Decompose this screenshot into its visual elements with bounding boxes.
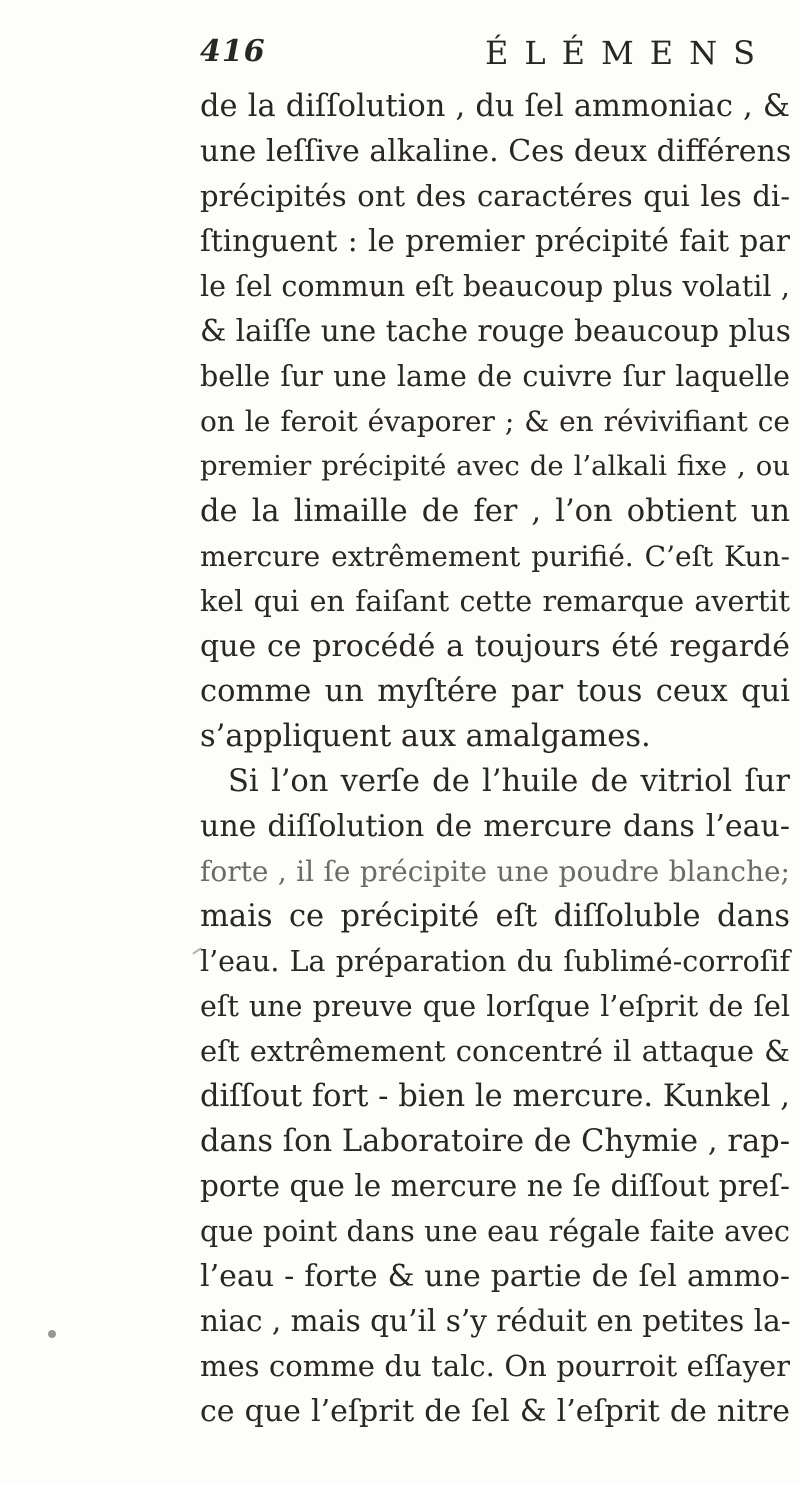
text-line: eſt une preuve que lorſque l’eſprit de ſel <box>200 990 790 1023</box>
text-line: premier précipité avec de l’alkali fixe , ou <box>200 450 790 482</box>
text-line: porte que le mercure ne ſe diſſout preſ- <box>200 1169 790 1203</box>
text-line: que point dans une eau régale faite avec <box>200 1215 790 1248</box>
text-line: s’appliquent aux amalgames. <box>200 719 651 754</box>
body-text <box>200 84 790 1434</box>
page-number: 416 <box>200 34 266 69</box>
text-line: mes comme du talc. On pourroit eſſayer <box>200 1349 790 1383</box>
text-line: une diſſolution de mercure dans l’eau- <box>200 809 790 844</box>
text-line: mais ce précipité eſt diſſoluble dans <box>200 899 790 934</box>
text-line: & laiſſe une tache rouge beaucoup plus <box>200 314 791 348</box>
text-line: diſſout fort - bien le mercure. Kunkel , <box>200 1079 790 1114</box>
text-line: eſt extrêmement concentré il attaque & <box>200 1034 790 1068</box>
text-line: de la limaille de fer , l’on obtient un <box>200 494 790 529</box>
text-line: dans ſon Laboratoire de Chymie , rap- <box>200 1124 790 1159</box>
running-head <box>200 34 790 84</box>
text-line: on le feroit évaporer ; & en révivifiant ce <box>200 405 790 438</box>
text-line: de la diſſolution , du ſel ammoniac , & <box>200 89 790 124</box>
text-line: forte , il ſe précipite une poudre blanche; <box>200 855 790 888</box>
text-line: niac , mais qu’il s’y réduit en petites la- <box>200 1304 791 1338</box>
text-line: belle ſur une lame de cuivre ſur laquelle <box>200 360 790 393</box>
text-line: Si l’on verſe de l’huile de vitriol ſur <box>228 764 790 799</box>
text-line: précipités ont des caractéres qui les di- <box>200 179 790 213</box>
text-line: que ce procédé a toujours été regardé <box>200 629 790 664</box>
text-line: comme un myſtére par tous ceux qui <box>200 674 790 709</box>
running-title: ÉLÉMENS <box>485 34 772 72</box>
text-line: ce que l’eſprit de ſel & l’eſprit de nitre <box>200 1394 790 1429</box>
ink-spot <box>48 1330 56 1338</box>
text-line: mercure extrêmement purifié. C’eſt Kun- <box>200 540 790 573</box>
text-line: une leſſive alkaline. Ces deux différens <box>200 134 792 169</box>
text-line: le ſel commun eſt beaucoup plus volatil , <box>200 270 790 303</box>
text-line: l’eau - forte & une partie de ſel ammo- <box>200 1259 790 1294</box>
text-line: kel qui en faiſant cette remarque avertit <box>200 585 790 618</box>
text-line: ſtinguent : le premier précipité fait par <box>200 224 790 258</box>
text-line: l’eau. La préparation du ſublimé-corroſif <box>200 945 790 978</box>
